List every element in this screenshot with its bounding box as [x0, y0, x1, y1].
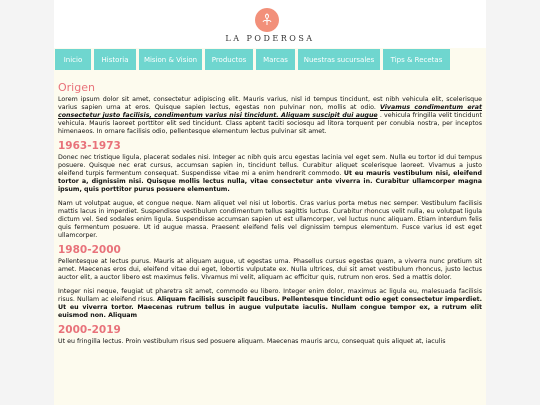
nav-item-mision-vision[interactable]: Mision & Vision [139, 49, 202, 70]
paragraph-1963-1 [58, 154, 482, 194]
paragraph-1963-2: Nam ut volutpat augue, et congue neque. Nam aliquet vel nisi ut lobortis. Cras varius porta metus nec semper. Vestibulum facilisis mattis lacus in imperdiet. Suspendisse vestibulum condimentum tellus sagittis luctus. Curabitur rhoncus velit nulla, eu volutpat ligula dictum vel. Sed sodales enim ligula. Suspendisse accumsan sapien ut est ullamcorper, vel luctus nunc aliquam. Etiam interdum felis quis fermentum posuere. Ut id augue massa. Praesent eleifend felis vel dignissim tempus elementum. Fusce varius id est eget ullamcorper. [58, 200, 482, 239]
section-title-1963: 1963-1973 [58, 140, 121, 152]
nav-item-sucursales[interactable]: Nuestras sucursales [298, 49, 380, 70]
brand-name: LA PODEROSA [225, 34, 315, 43]
flower-icon[interactable] [255, 8, 279, 32]
paragraph-1980-1: Pellentesque at lectus purus. Mauris at aliquam augue, ut egestas urna. Phasellus cursus egestas quam, a viverra nunc pretium sit amet. Maecenas eros dui, eleifend vitae dui eget, lobortis vulputate ex. Nulla ultrices, dui sit amet vestibulum rhoncus, justo lectus auctor elit, a auctor libero est maximus felis. Vivamus mi velit, aliquam ac efficitur quis, rutrum non eros. Sed a mattis dolor. [58, 258, 482, 281]
paragraph-2000-1: Ut eu fringilla lectus. Proin vestibulum risus sed posuere aliquam. Maecenas mauris arcu, consequat quis aliquet at, iaculis [58, 338, 446, 345]
paragraph-text: Lorem ipsum dolor sit amet, consectetur adipiscing elit. Mauris varius, nisl id tempus tincidunt, est nibh vehicula elit, scelerisque varius sapien urna at eros. Quisque sapien lectus, egestas non pulvinar non, mollis at odio. [58, 96, 482, 111]
nav-item-historia[interactable]: Historia [94, 49, 136, 70]
main-nav [54, 49, 486, 70]
nav-item-marcas[interactable]: Marcas [256, 49, 295, 70]
emphasis-text: Vivamus condimentum erat consectetur justo facilisis, condimentum varius nisi tincidunt. Aliquam suscipit dui augue [58, 104, 482, 119]
main-content [58, 76, 482, 352]
paragraph-1980-2 [58, 288, 482, 320]
header [54, 0, 486, 48]
bold-text: Aliquam facilisis suscipit faucibus. Pellentesque tincidunt odio eget consectetur imperdiet. Ut eu viverra tortor. Maecenas rutrum tellus in augue vulputate iaculis. Nullam congue tempor ex, a rutrum elit euismod non. Aliquam [58, 296, 482, 319]
bold-text: Ut eu mauris vestibulum nisi, eleifend tortor a, dignissim nisi. Quisque mollis lectus nulla, vitae consectetur ante viverra in. Curabitur ullamcorper magna ipsum, quis porttitor purus posuere elementum. [58, 170, 482, 193]
nav-item-tips-recetas[interactable]: Tips & Recetas [383, 49, 450, 70]
nav-item-inicio[interactable]: Inicio [55, 49, 91, 70]
page [54, 0, 486, 405]
paragraph-text: . vehicula fringilla velit tincidunt vehicula. Mauris laoreet porttitor elit sed tincidunt. Class aptent taciti sociosqu ad litora torquent per conubia nostra, per inceptos himenaeos. In ornare facilisis odio, pellentesque elementum lectus pulvinar sit amet. [58, 112, 482, 135]
paragraph-origen [58, 96, 482, 136]
section-title-1980: 1980-2000 [58, 244, 121, 256]
paragraph-text: Integer nisi neque, feugiat ut pharetra sit amet, commodo eu libero. Integer enim dolor, maximus ac ligula eu, malesuada facilisis risus. Nullam ac eleifend risus. [58, 288, 482, 303]
section-title-2000: 2000-2019 [58, 324, 121, 336]
section-title-origen: Origen [58, 81, 95, 94]
nav-item-productos[interactable]: Productos [205, 49, 253, 70]
paragraph-text: Donec nec tristique ligula, placerat sodales nisi. Integer ac nibh quis arcu egestas lacinia vel eget sem. Nulla eu tortor id dui tempus posuere. Quisque nec erat cursus, accumsan sapien in, tincidunt tellus. Curabitur aliquet scelerisque laoreet. Vivamus a justo eleifend turpis fermentum consequat. Suspendisse vitae mi a enim hendrerit commodo. [58, 154, 482, 177]
